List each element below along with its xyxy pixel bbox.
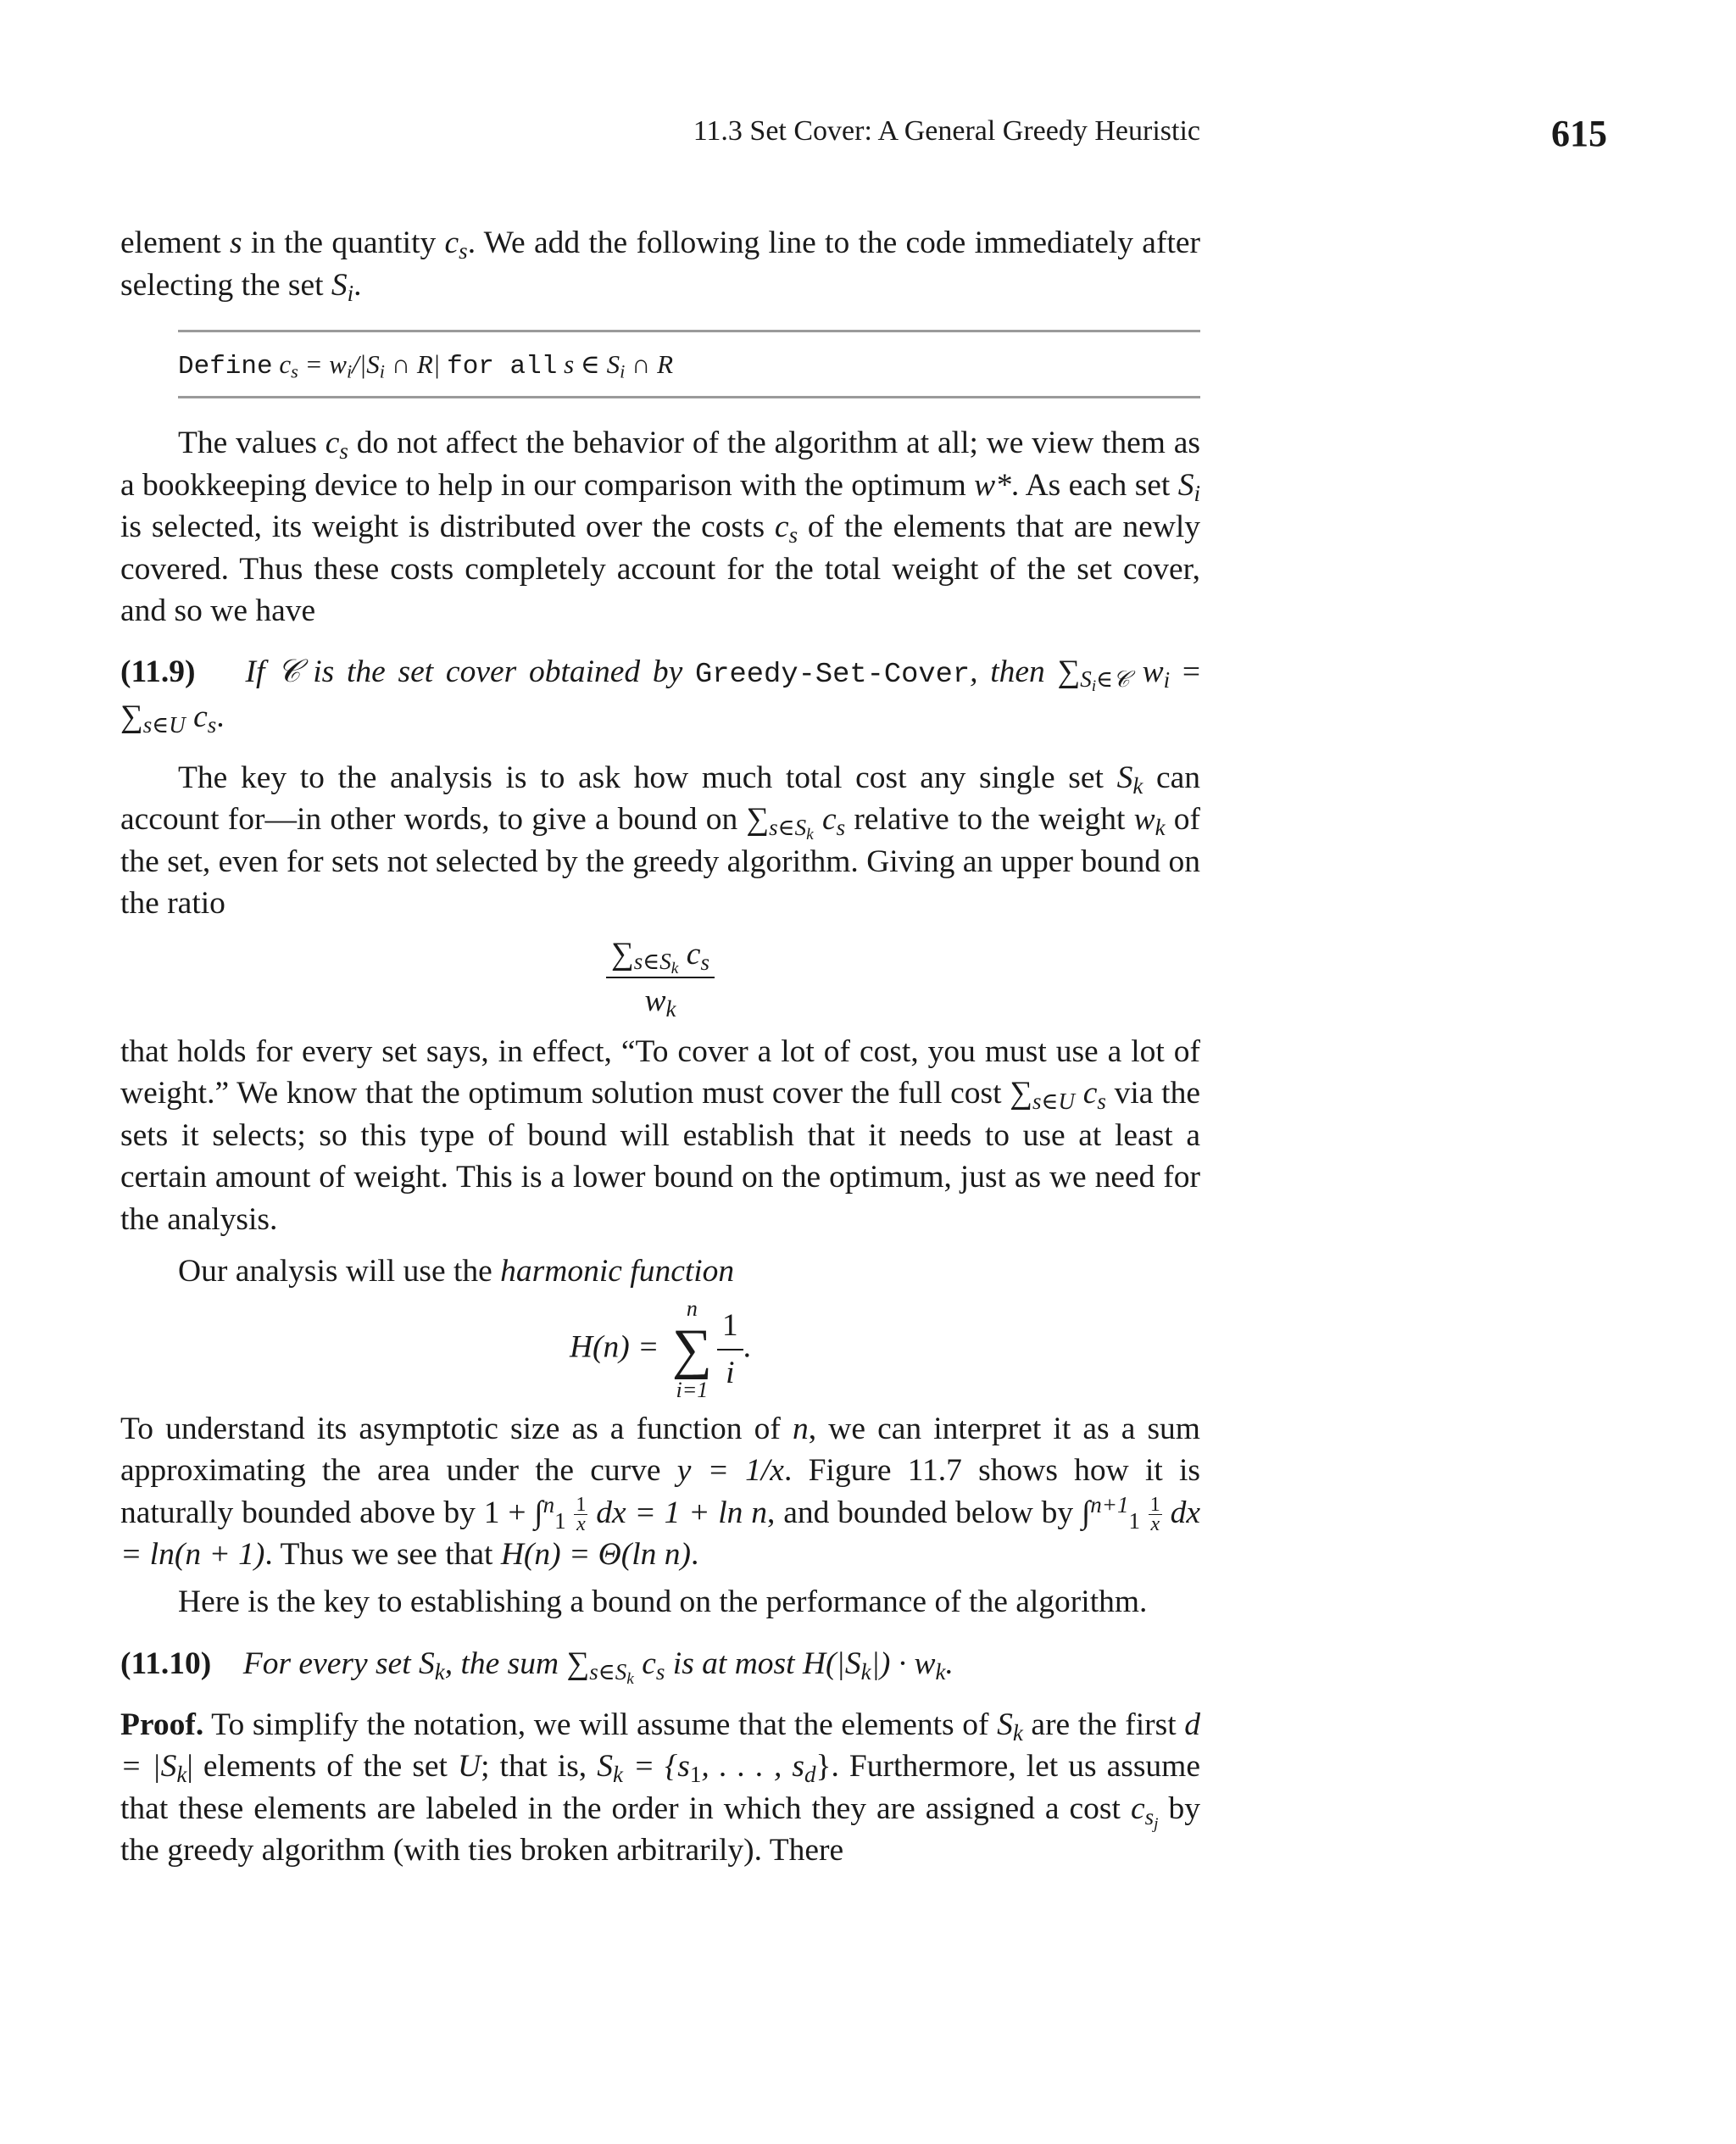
code-line: Define $c_s = w_i/|S_i$ ∩ R| for all s ∈ $S_i$ ∩ R [178,330,1200,398]
paragraph-3: The key to the analysis is to ask how much total cost any single set $S_k$ can account for—in other words, to give a bound on $\sum_{s\in S_k}$ $c_s$ relative to the weight $w_k$ of the set, even for sets not selected by the greedy algorithm. Giving an upper bound on the ratio [120,760,1200,921]
paragraph-1: element s in the quantity $c_s$. We add the following line to the code immediately after selecting the set $S_i$. [120,226,1200,306]
paragraph-7: Here is the key to establishing a bound on the performance of the algorithm. [178,1584,1148,1619]
result-11-9: (11.9) If 𝒞 is the set cover obtained by Greedy-Set-Cover, then $\sum_{S_i\in 𝒞}$ $w_i = \sum_{s\in U}$ $c_s$. [120,654,1200,738]
paragraph-5: Our analysis will use the harmonic function [178,1254,735,1289]
page-number: 615 [1551,113,1607,154]
paragraph-2: The values $c_s$ do not affect the behavior of the algorithm at all; we view them as a bookkeeping device to help in our comparison with the optimum w*. As each set $S_i$ is selected, its weight is distributed over the costs $c_s$ of the elements that are newly covered. Thus these costs completely account for the total weight of the set cover, and so we have [120,426,1200,628]
equation-ratio: $\frac{\sum_{s\in S_k} c_s}{w_k}$ [120,933,1200,1022]
paragraph-4: that holds for every set says, in effect, “To cover a lot of cost, you must use a lot of weight.” We know that the optimum solution must cover the full cost $\sum_{s\in U}$ $c_s$ via the sets it selects; so this type of bound will establish that it needs to use at least a certain amount of weight. This is a lower bound on the optimum, just as we need for the analysis. [120,1033,1200,1237]
equation-harmonic: H(n) = n ∑ i=1 $\frac{1}{i}$ . [569,1295,752,1402]
proof-paragraph: Proof. To simplify the notation, we will assume that the elements of $S_k$ are the first $d = |S_k|$ elements of the set U; that is, $S_k = \{s_1$, . . . , $s_d$}. Furthermore, let us assume that these elements are labeled in the order in which they are assigned a cost $c_{s_j}$ by the greedy algorithm (with ties broken arbitrarily). There [120,1707,1201,1868]
running-title: 11.3 Set Cover: A General Greedy Heuristic [693,115,1200,147]
page-body [120,222,1200,1872]
result-11-10: (11.10) For every set $S_k$, the sum $\sum_{s\in S_k}$ $c_s$ is at most $H(|S_k|) \cdot w_k$. [120,1646,954,1688]
paragraph-6: To understand its asymptotic size as a function of n, we can interpret it as a sum approximating the area under the curve y = 1/x. Figure 11.7 shows how it is naturally bounded above by 1 + ∫$^n_1$ $\frac{1}{x}$ dx = 1 + ln n, and bounded below by ∫$^{n+1}_1$ $\frac{1}{x}$ dx = ln(n + 1). Thus we see that H(n) = Θ(ln n). [120,1411,1201,1573]
running-header [0,115,1736,166]
